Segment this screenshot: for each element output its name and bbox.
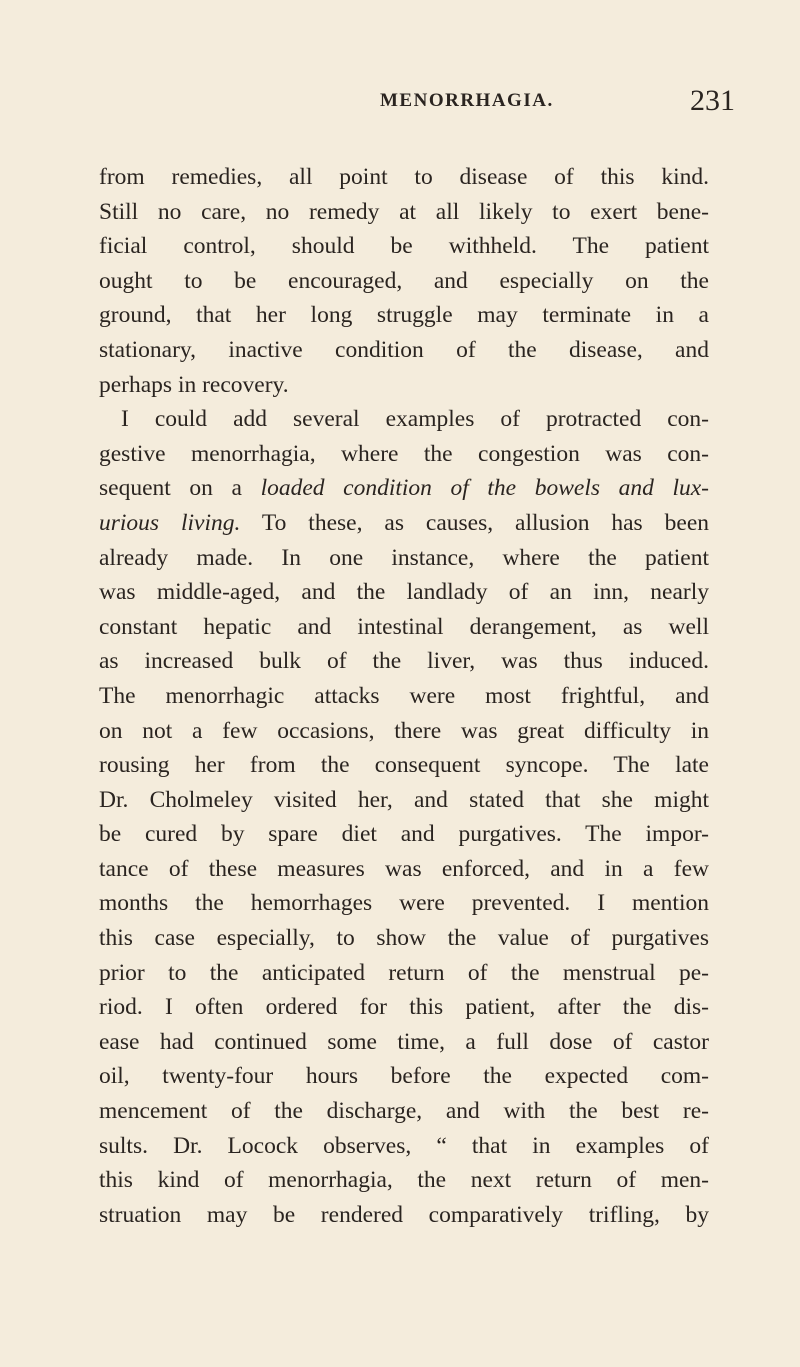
text-line: this case especially, to show the value of purgatives <box>99 925 709 952</box>
text-line: be cured by spare diet and purgatives. The impor- <box>99 821 709 848</box>
text-line: perhaps in recovery. <box>99 371 289 398</box>
text-line: rousing her from the consequent syncope. The late <box>99 752 709 779</box>
text-line: already made. In one instance, where the patient <box>99 544 709 571</box>
text-line: Still no care, no remedy at all likely to exert bene- <box>99 198 709 225</box>
page-number: 231 <box>690 84 735 117</box>
text-line: on not a few occasions, there was great difficulty in <box>99 717 709 744</box>
italic-phrase: urious living. <box>99 509 241 536</box>
text-line: Dr. Cholmeley visited her, and stated that she might <box>99 786 709 813</box>
body-text <box>99 160 709 1232</box>
text-line: ease had continued some time, a full dose of castor <box>99 1028 709 1055</box>
text-line: constant hepatic and intestinal derangement, as well <box>99 613 709 640</box>
text-line <box>99 471 709 506</box>
text-line: was middle-aged, and the landlady of an inn, nearly <box>99 579 709 606</box>
text-line: struation may be rendered comparatively trifling, by <box>99 1201 709 1228</box>
text-run: sequent on a <box>99 475 261 502</box>
text-line: gestive menorrhagia, where the congestion was con- <box>99 440 709 467</box>
text-line: from remedies, all point to disease of this kind. <box>99 164 709 190</box>
text-line: The menorrhagic attacks were most frightful, and <box>99 682 709 709</box>
text-line: as increased bulk of the liver, was thus induced. <box>99 648 709 675</box>
text-line: ficial control, should be withheld. The patient <box>99 233 709 260</box>
text-line: prior to the anticipated return of the menstrual pe- <box>99 959 709 986</box>
text-line: this kind of menorrhagia, the next return of men- <box>99 1167 709 1194</box>
running-head <box>0 84 800 124</box>
text-line: months the hemorrhages were prevented. I mention <box>99 890 709 917</box>
text-line: stationary, inactive condition of the disease, and <box>99 336 709 363</box>
italic-phrase: loaded condition of the bowels and lux- <box>260 475 710 502</box>
text-line: tance of these measures was enforced, and in a few <box>99 855 709 882</box>
running-title: MENORRHAGIA. <box>380 90 554 111</box>
text-run: To these, as causes, allusion has been <box>240 509 709 536</box>
text-line: sults. Dr. Locock observes, “ that in examples of <box>99 1132 709 1159</box>
text-line: ought to be encouraged, and especially on the <box>99 267 709 294</box>
text-line: mencement of the discharge, and with the best re- <box>99 1098 709 1125</box>
text-line: ground, that her long struggle may terminate in a <box>99 302 709 329</box>
text-line: I could add several examples of protracted con- <box>121 406 709 433</box>
text-line <box>99 506 709 541</box>
text-line: riod. I often ordered for this patient, after the dis- <box>99 994 709 1021</box>
text-line: oil, twenty-four hours before the expected com- <box>99 1063 709 1090</box>
